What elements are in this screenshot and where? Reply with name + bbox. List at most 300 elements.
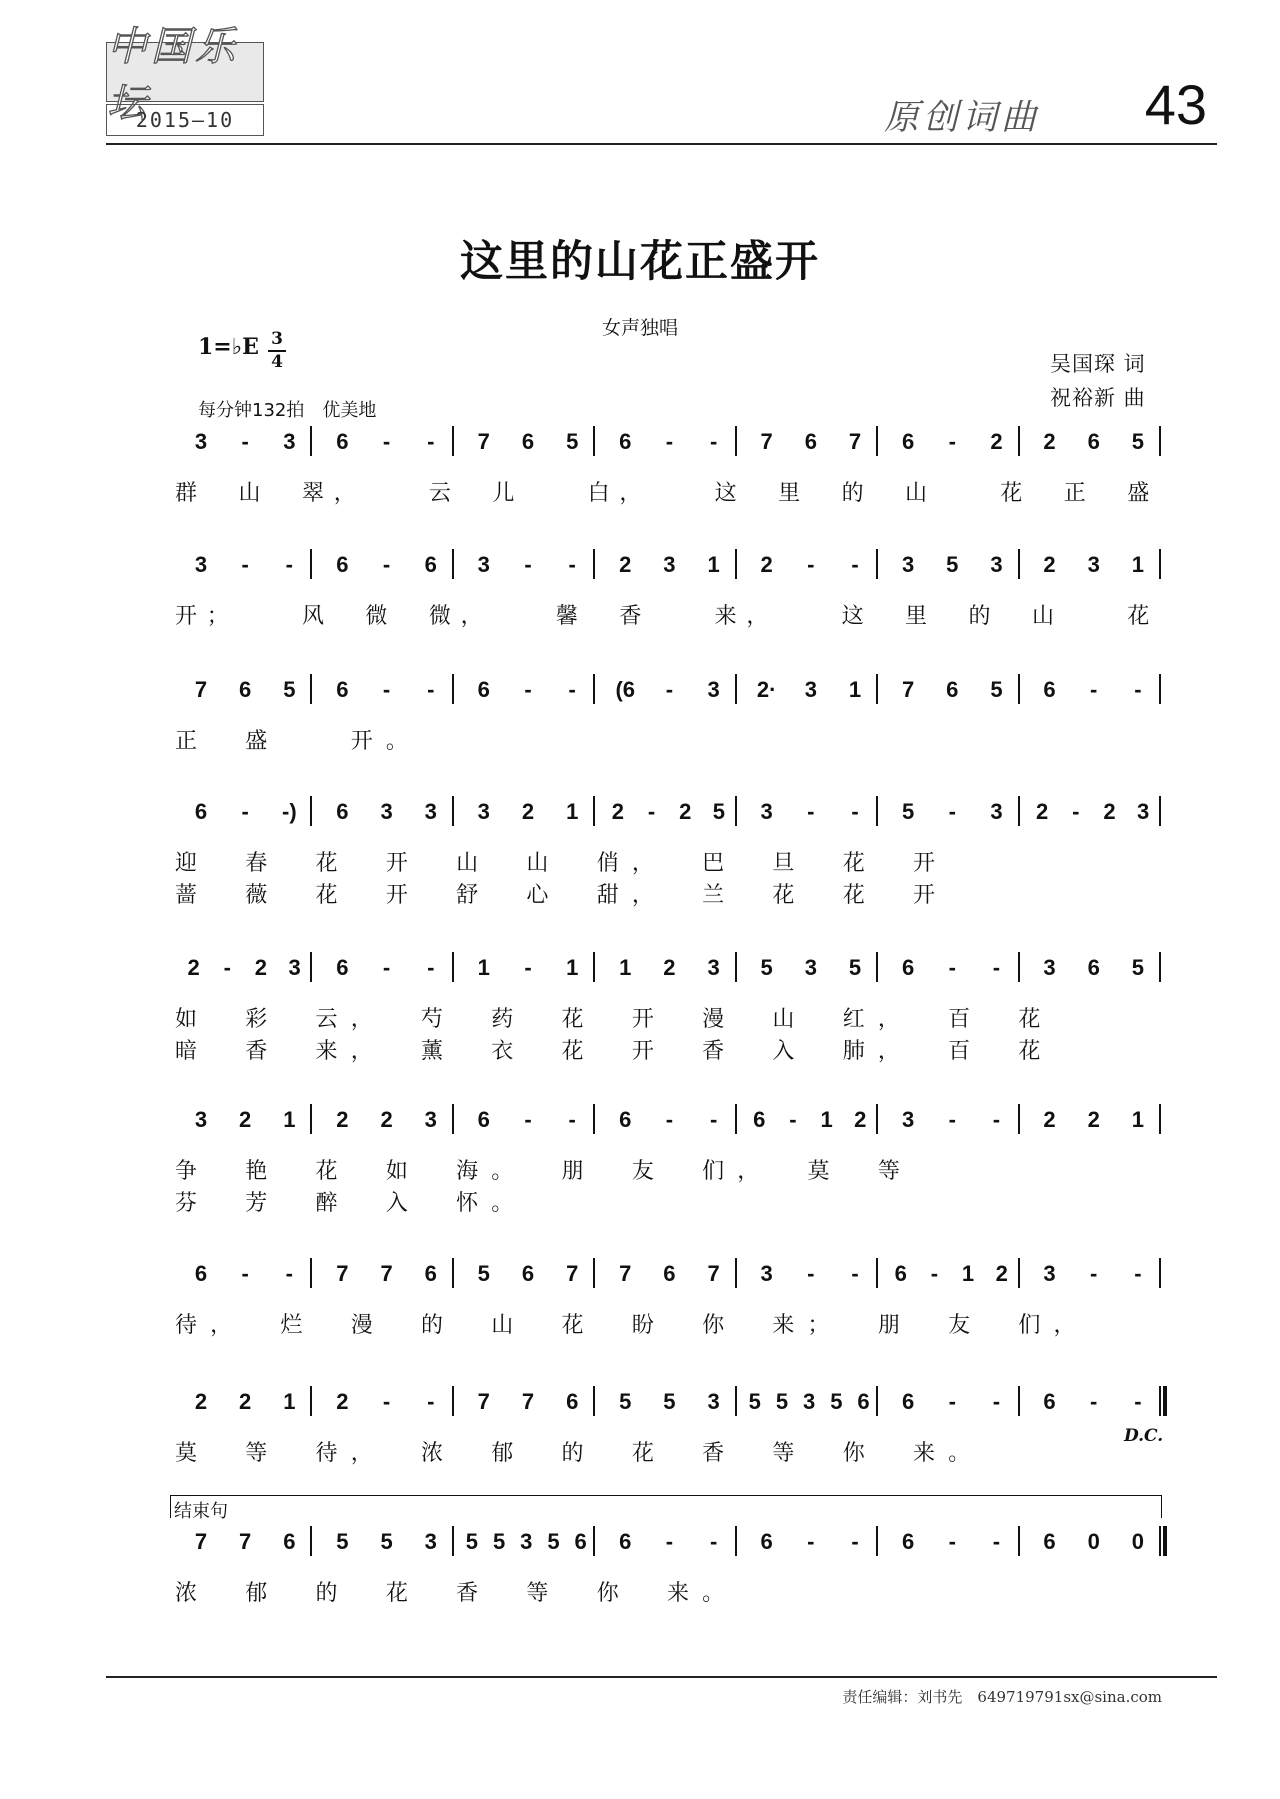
note: 7 xyxy=(477,1389,490,1414)
bar-line xyxy=(735,952,737,982)
note: 6 xyxy=(566,1389,579,1414)
lyric-char: ， xyxy=(1053,1313,1076,1338)
note: 6 xyxy=(804,429,817,454)
lyric-char: 山 xyxy=(772,1007,795,1032)
lyric-char: 入 xyxy=(385,1191,408,1216)
lyric-char: 。 xyxy=(948,1441,971,1466)
lyric-char: 心 xyxy=(526,883,549,908)
lyric-char: ， xyxy=(737,1159,760,1184)
note: 5 xyxy=(380,1529,393,1554)
lyric-char: 花 xyxy=(631,1441,654,1466)
note: 6 xyxy=(574,1529,587,1554)
note: 6 xyxy=(1087,955,1100,980)
lyric-char: 朋 xyxy=(561,1159,584,1184)
lyric-char: 馨 xyxy=(555,604,578,629)
lyric-char: 郁 xyxy=(491,1441,514,1466)
lyric-char: 群 xyxy=(174,481,198,506)
header-rule xyxy=(106,143,1217,145)
lyric-char: 等 xyxy=(877,1159,900,1184)
bar-line xyxy=(735,1258,737,1288)
note: 3 xyxy=(707,1389,720,1414)
note: 6 xyxy=(619,1107,632,1132)
bar-line xyxy=(593,1258,595,1288)
lyric-char: 盼 xyxy=(631,1313,654,1338)
note: - xyxy=(427,1389,435,1414)
note: 5 xyxy=(1131,955,1145,980)
note: - xyxy=(807,552,815,577)
note: 5 xyxy=(848,955,862,980)
note: 5 xyxy=(619,1389,632,1414)
note: 1 xyxy=(707,552,720,577)
note: - xyxy=(948,429,956,454)
final-bar-line xyxy=(1163,1386,1167,1416)
note: 6 xyxy=(946,677,959,702)
note: 3 xyxy=(477,799,490,824)
note: 6 xyxy=(901,429,915,454)
bar-line xyxy=(593,549,595,579)
lyric-char: 莫 xyxy=(807,1159,830,1184)
bar-line xyxy=(1159,1386,1161,1416)
note: 7 xyxy=(760,429,773,454)
bar-line xyxy=(1159,796,1161,826)
note: 1 xyxy=(566,799,579,824)
note: 7 xyxy=(901,677,915,702)
note: 6 xyxy=(663,1261,676,1286)
note: - xyxy=(285,552,293,577)
note: - xyxy=(948,1389,956,1414)
note: - xyxy=(709,1529,718,1554)
lyric-char: 俏 xyxy=(596,851,619,876)
note: - xyxy=(948,1529,956,1554)
note: 6 xyxy=(857,1389,870,1414)
note: 6 xyxy=(753,1107,766,1132)
bar-line xyxy=(735,1386,737,1416)
note: - xyxy=(948,955,956,980)
note: 6 xyxy=(336,799,349,824)
lyric-char: 薰 xyxy=(420,1039,444,1064)
lyric-char: 花 xyxy=(385,1581,408,1606)
lyric-char: 待 xyxy=(315,1441,338,1466)
bar-line xyxy=(452,1258,454,1288)
note: 2 xyxy=(995,1261,1008,1286)
note: 7 xyxy=(336,1261,349,1286)
magazine-logo-text: 中国乐坛 xyxy=(107,24,239,127)
lyric-char: 如 xyxy=(385,1159,408,1184)
lyric-char: 开 xyxy=(631,1007,654,1032)
lyric-char: 海 xyxy=(456,1159,479,1184)
lyric-char: 花 xyxy=(561,1039,584,1064)
note: - xyxy=(427,677,435,702)
song-title: 这里的山花正盛开 xyxy=(460,237,820,287)
note: - xyxy=(241,799,249,824)
lyric-char: 云 xyxy=(315,1007,338,1032)
lyric-char: 开 xyxy=(631,1039,654,1064)
bar-line xyxy=(1018,1258,1020,1288)
bar-line xyxy=(735,1526,737,1556)
note: 5 xyxy=(830,1389,843,1414)
lyric-char: 山 xyxy=(526,851,549,876)
lyric-char: 浓 xyxy=(420,1441,444,1466)
note: - xyxy=(665,1529,674,1554)
note: 3 xyxy=(663,552,676,577)
lyric-char: 。 xyxy=(385,729,408,754)
lyric-char: 你 xyxy=(702,1313,725,1338)
lyric-char: 春 xyxy=(245,851,268,876)
lyric-char: 山 xyxy=(456,851,479,876)
lyric-char: 开 xyxy=(350,729,373,754)
note: 6 xyxy=(477,677,490,702)
bar-line xyxy=(452,1104,454,1134)
note: 7 xyxy=(239,1529,252,1554)
lyric-char: 花 xyxy=(315,1159,338,1184)
note: - xyxy=(992,1529,1001,1554)
lyric-char: 舒 xyxy=(456,883,479,908)
bar-line xyxy=(310,426,312,456)
bar-line xyxy=(452,1386,454,1416)
lyric-char: ， xyxy=(210,1313,233,1338)
note: 5 xyxy=(663,1389,676,1414)
note: 3 xyxy=(380,799,393,824)
note: 7 xyxy=(477,429,490,454)
lyric-char: 。 xyxy=(491,1191,514,1216)
note: 3 xyxy=(283,429,296,454)
lyric-char: 薇 xyxy=(245,883,268,908)
note: - xyxy=(851,1529,859,1554)
lyric-char: 芬 xyxy=(174,1191,198,1216)
lyric-char: 你 xyxy=(596,1581,619,1606)
lyric-char: 山 xyxy=(905,481,928,506)
note: 2 xyxy=(854,1107,867,1132)
final-ending-bracket xyxy=(170,1495,1162,1518)
note: 6 xyxy=(901,1529,915,1554)
note: 3 xyxy=(804,677,817,702)
lyric-char: 等 xyxy=(526,1581,549,1606)
lyric-char: 百 xyxy=(948,1039,971,1064)
note: 2 xyxy=(1036,799,1049,824)
issue-label: 2015—10 xyxy=(106,104,264,136)
note: 6 xyxy=(619,1529,632,1554)
note: 6 xyxy=(1043,677,1056,702)
note: 1 xyxy=(566,955,579,980)
note: 3 xyxy=(901,1107,915,1132)
note: - xyxy=(1134,1389,1142,1414)
lyric-char: 郁 xyxy=(245,1581,268,1606)
note: 1 xyxy=(1131,1107,1145,1132)
lyric-char: 烂 xyxy=(280,1313,303,1338)
note: 3 xyxy=(990,799,1003,824)
note: - xyxy=(382,677,391,702)
note: 2 xyxy=(380,1107,393,1132)
lyric-char: 蔷 xyxy=(174,883,198,908)
note: 2 xyxy=(1103,799,1116,824)
lyric-char: 微 xyxy=(428,604,451,629)
note: 6 xyxy=(521,1261,535,1286)
lyric-char: 兰 xyxy=(702,883,725,908)
lyric-char: 正 xyxy=(1063,481,1086,506)
note: 2 xyxy=(663,955,676,980)
lyric-char: 的 xyxy=(561,1441,584,1466)
note: 6 xyxy=(901,955,915,980)
song-subtitle: 女声独唱 xyxy=(601,317,678,339)
bar-line xyxy=(310,952,312,982)
note: 2 xyxy=(619,552,632,577)
lyric-char: 来 xyxy=(315,1039,338,1064)
note: 5 xyxy=(946,552,959,577)
note: 5 xyxy=(775,1389,789,1414)
note: 1 xyxy=(477,955,490,980)
lyric-char: 入 xyxy=(772,1039,795,1064)
bar-line xyxy=(310,549,312,579)
note: 7 xyxy=(848,429,862,454)
note: 6 xyxy=(336,677,349,702)
note: 2 xyxy=(254,955,268,980)
lyric-char: ， xyxy=(877,1039,900,1064)
lyric-char: 花 xyxy=(842,851,865,876)
lyric-char: 。 xyxy=(702,1581,725,1606)
note: - xyxy=(1134,1261,1142,1286)
note: - xyxy=(427,429,435,454)
lyric-char: 这 xyxy=(714,481,737,506)
lyric-char: ， xyxy=(746,604,769,629)
time-signature-top: 3 xyxy=(271,329,283,349)
bar-line xyxy=(1018,1526,1020,1556)
note: - xyxy=(524,677,532,702)
lyric-char: 。 xyxy=(491,1159,514,1184)
note: 2 xyxy=(1043,1107,1056,1132)
note: 3 xyxy=(194,552,208,577)
section-title: 原创词曲 xyxy=(883,98,1040,138)
bar-line xyxy=(593,674,595,704)
note: 2 xyxy=(1043,552,1056,577)
dc-mark: D.C. xyxy=(1124,1426,1164,1446)
note: - xyxy=(948,1107,956,1132)
note: 1 xyxy=(1131,552,1145,577)
key-signature: 1=♭E xyxy=(198,334,259,360)
note: - xyxy=(1090,1389,1098,1414)
note: 3 xyxy=(707,955,720,980)
bar-line xyxy=(876,1386,878,1416)
note: 7 xyxy=(194,677,208,702)
note: 3 xyxy=(804,955,817,980)
lyric-char: ， xyxy=(350,1441,373,1466)
note: - xyxy=(382,1389,391,1414)
bar-line xyxy=(735,796,737,826)
note: 6 xyxy=(1087,429,1100,454)
note: 7 xyxy=(380,1261,393,1286)
lyric-char: ， xyxy=(631,883,654,908)
lyric-char: 等 xyxy=(245,1441,268,1466)
lyric-char: ， xyxy=(877,1007,900,1032)
lyric-char: 花 xyxy=(1018,1007,1041,1032)
lyric-char: 的 xyxy=(315,1581,338,1606)
note: - xyxy=(992,1107,1001,1132)
lyric-char: 山 xyxy=(1032,604,1055,629)
bar-line xyxy=(593,952,595,982)
note: 2 xyxy=(679,799,692,824)
note: - xyxy=(568,677,576,702)
lyric-char: 盛 xyxy=(245,729,268,754)
note: 3 xyxy=(424,799,437,824)
note: - xyxy=(1090,1261,1098,1286)
bar-line xyxy=(1159,549,1161,579)
note: 3 xyxy=(1043,955,1056,980)
bar-line xyxy=(1159,674,1161,704)
note: 3 xyxy=(424,1529,437,1554)
bar-line xyxy=(1159,1526,1161,1556)
lyric-char: 花 xyxy=(842,883,865,908)
note: 6 xyxy=(760,1529,773,1554)
bar-line xyxy=(735,426,737,456)
note: 6 xyxy=(336,955,349,980)
bar-line xyxy=(593,1386,595,1416)
bar-line xyxy=(1159,952,1161,982)
note: 6 xyxy=(521,429,535,454)
bar-line xyxy=(593,1104,595,1134)
note: 3 xyxy=(194,1107,208,1132)
note: - xyxy=(807,799,815,824)
time-signature-bottom: 4 xyxy=(271,352,283,372)
bar-line xyxy=(1159,1258,1161,1288)
lyric-char: 来 xyxy=(666,1581,690,1606)
note: 5 xyxy=(547,1529,560,1554)
note: 2 xyxy=(187,955,200,980)
note: 2 xyxy=(760,552,773,577)
note: - xyxy=(665,1107,674,1132)
lyric-char: 巴 xyxy=(702,851,725,876)
note: 3 xyxy=(990,552,1003,577)
lyric-char: 友 xyxy=(631,1159,654,1184)
lyric-char: 开 xyxy=(385,851,408,876)
note: 6 xyxy=(194,799,208,824)
tempo-marking: 每分钟132拍 优美地 xyxy=(198,400,377,421)
note: (6 xyxy=(615,677,635,702)
lyric-char: 的 xyxy=(968,604,991,629)
lyric-char: 白 xyxy=(587,481,610,506)
lyric-char: 这 xyxy=(841,604,864,629)
note: 0 xyxy=(1087,1529,1100,1554)
lyric-char: 怀 xyxy=(456,1191,479,1216)
lyric-char: 风 xyxy=(301,604,324,629)
note: - xyxy=(709,1107,718,1132)
note: 2 xyxy=(239,1389,252,1414)
bar-line xyxy=(1159,426,1161,456)
lyric-char: 的 xyxy=(841,481,864,506)
note: 2 xyxy=(194,1389,208,1414)
note: - xyxy=(427,955,435,980)
lyric-char: 花 xyxy=(561,1313,584,1338)
bar-line xyxy=(735,674,737,704)
note: - xyxy=(851,552,859,577)
note: 2 xyxy=(1043,429,1056,454)
bar-line xyxy=(1018,549,1020,579)
lyric-char: 开 xyxy=(912,883,936,908)
lyric-char: 云 xyxy=(428,481,451,506)
lyricist-credit: 吴国琛 词 xyxy=(1050,352,1146,376)
bar-line xyxy=(876,1104,878,1134)
lyric-char: 彩 xyxy=(245,1007,268,1032)
note: 1 xyxy=(848,677,862,702)
note: 6 xyxy=(1043,1529,1056,1554)
note: 5 xyxy=(566,429,579,454)
bar-line xyxy=(310,796,312,826)
note: - xyxy=(709,429,718,454)
lyric-char: 来 xyxy=(714,604,737,629)
bar-line xyxy=(735,1104,737,1134)
note: 7 xyxy=(194,1529,208,1554)
note: - xyxy=(382,552,391,577)
lyric-char: 香 xyxy=(619,604,642,629)
note: 2 xyxy=(336,1389,349,1414)
lyric-char: ， xyxy=(631,851,654,876)
note: 3 xyxy=(1043,1261,1056,1286)
note: -) xyxy=(282,799,297,824)
note: - xyxy=(851,799,859,824)
lyric-char: ， xyxy=(350,1039,373,1064)
lyric-char: 浓 xyxy=(174,1581,198,1606)
note: - xyxy=(241,552,249,577)
note: 6 xyxy=(619,429,632,454)
lyric-char: 花 xyxy=(1018,1039,1041,1064)
editor-credit: 责任编辑：刘书先 649719791sx@sina.com xyxy=(842,1688,1162,1706)
note: 1 xyxy=(961,1261,975,1286)
note: - xyxy=(851,1261,859,1286)
bar-line xyxy=(310,1386,312,1416)
note: - xyxy=(1134,677,1142,702)
lyric-char: 红 xyxy=(842,1007,865,1032)
lyric-char: 们 xyxy=(702,1159,725,1184)
lyric-char: 朋 xyxy=(877,1313,900,1338)
lyric-char: 芳 xyxy=(245,1191,268,1216)
note: 3 xyxy=(760,799,773,824)
footer-rule xyxy=(106,1676,1217,1678)
note: 3 xyxy=(288,955,301,980)
bar-line xyxy=(452,549,454,579)
note: 2 xyxy=(990,429,1003,454)
lyric-char: 漫 xyxy=(702,1007,725,1032)
bar-line xyxy=(593,1526,595,1556)
note: 5 xyxy=(477,1261,490,1286)
lyric-char: 开 xyxy=(174,604,198,629)
bar-line xyxy=(1018,1104,1020,1134)
note: 5 xyxy=(712,799,725,824)
bar-line xyxy=(1018,796,1020,826)
note: 5 xyxy=(760,955,773,980)
note: 6 xyxy=(901,1389,915,1414)
note: 5 xyxy=(990,677,1003,702)
lyric-char: 盛 xyxy=(1127,481,1150,506)
time-signature xyxy=(268,330,286,372)
bar-line xyxy=(876,1526,878,1556)
lyric-char: ， xyxy=(350,1007,373,1032)
page-number: 43 xyxy=(1144,73,1207,136)
bar-line xyxy=(593,796,595,826)
note: - xyxy=(382,955,391,980)
note: - xyxy=(948,799,956,824)
lyric-char: 甜 xyxy=(596,883,619,908)
lyric-char: 花 xyxy=(315,883,338,908)
lyric-char: 微 xyxy=(365,604,388,629)
note: 3 xyxy=(1087,552,1100,577)
lyric-char: 山 xyxy=(238,481,261,506)
note: 1 xyxy=(283,1389,296,1414)
note: 6 xyxy=(283,1529,296,1554)
note: 7 xyxy=(521,1389,535,1414)
lyric-char: 艳 xyxy=(245,1159,268,1184)
final-bar-line xyxy=(1163,1526,1167,1556)
lyric-char: 花 xyxy=(1000,481,1023,506)
lyric-char: ， xyxy=(619,481,642,506)
note: - xyxy=(524,955,532,980)
